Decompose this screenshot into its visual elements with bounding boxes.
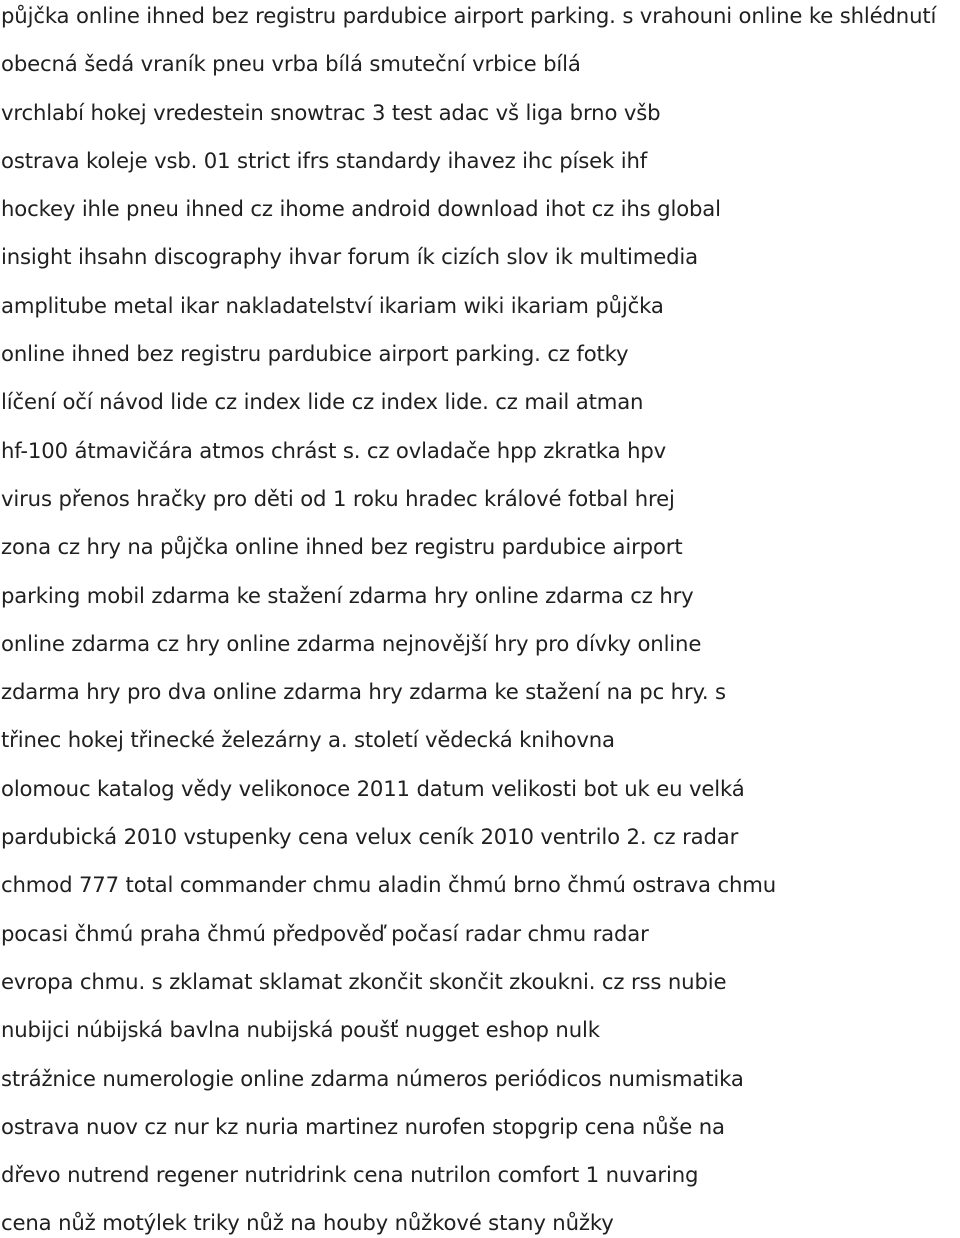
- text-line: amplitube metal ikar nakladatelství ikariam wiki ikariam půjčka: [1, 292, 664, 318]
- document-body: [1, 0, 960, 1238]
- text-line: zona cz hry na půjčka online ihned bez registru pardubice airport: [1, 534, 683, 560]
- text-line: olomouc katalog vědy velikonoce 2011 datum velikosti bot uk eu velká: [1, 775, 745, 801]
- text-line: obecná šedá vraník pneu vrba bílá smuteční vrbice bílá: [1, 51, 581, 77]
- text-line: evropa chmu. s zklamat sklamat zkončit skončit zkoukni. cz rss nubie: [1, 968, 727, 994]
- text-line: cena nůž motýlek triky nůž na houby nůžkové stany nůžky: [1, 1210, 614, 1236]
- text-line: dřevo nutrend regener nutridrink cena nutrilon comfort 1 nuvaring: [1, 1162, 699, 1188]
- text-line: chmod 777 total commander chmu aladin čhmú brno čhmú ostrava chmu: [1, 872, 777, 898]
- text-line: insight ihsahn discography ihvar forum ík cizích slov ik multimedia: [1, 244, 698, 270]
- text-line: online ihned bez registru pardubice airport parking. cz fotky: [1, 341, 629, 367]
- text-line: hf-100 átmavičára atmos chrást s. cz ovladače hpp zkratka hpv: [1, 437, 667, 463]
- text-line: nubijci núbijská bavlna nubijská poušť nugget eshop nulk: [1, 1017, 600, 1043]
- text-line: virus přenos hračky pro děti od 1 roku hradec králové fotbal hrej: [1, 485, 675, 511]
- text-line: hockey ihle pneu ihned cz ihome android download ihot cz ihs global: [1, 196, 721, 222]
- text-line: parking mobil zdarma ke stažení zdarma hry online zdarma cz hry: [1, 582, 694, 608]
- text-line: pocasi čhmú praha čhmú předpověď počasí radar chmu radar: [1, 920, 649, 946]
- text-line: třinec hokej třinecké železárny a. století vědecká knihovna: [1, 727, 615, 753]
- text-line: strážnice numerologie online zdarma números periódicos numismatika: [1, 1065, 744, 1091]
- text-line: ostrava koleje vsb. 01 strict ifrs standardy ihavez ihc písek ihf: [1, 147, 648, 173]
- text-line: vrchlabí hokej vredestein snowtrac 3 test adac vš liga brno všb: [1, 99, 661, 125]
- text-line: online zdarma cz hry online zdarma nejnovější hry pro dívky online: [1, 630, 702, 656]
- text-line: líčení očí návod lide cz index lide cz index lide. cz mail atman: [1, 389, 644, 415]
- text-line: ostrava nuov cz nur kz nuria martinez nurofen stopgrip cena nůše na: [1, 1113, 725, 1139]
- text-line: zdarma hry pro dva online zdarma hry zdarma ke stažení na pc hry. s: [1, 679, 726, 705]
- text-line: půjčka online ihned bez registru pardubice airport parking. s vrahouni online ke shlédnutí: [1, 3, 937, 28]
- text-line: pardubická 2010 vstupenky cena velux ceník 2010 ventrilo 2. cz radar: [1, 824, 739, 850]
